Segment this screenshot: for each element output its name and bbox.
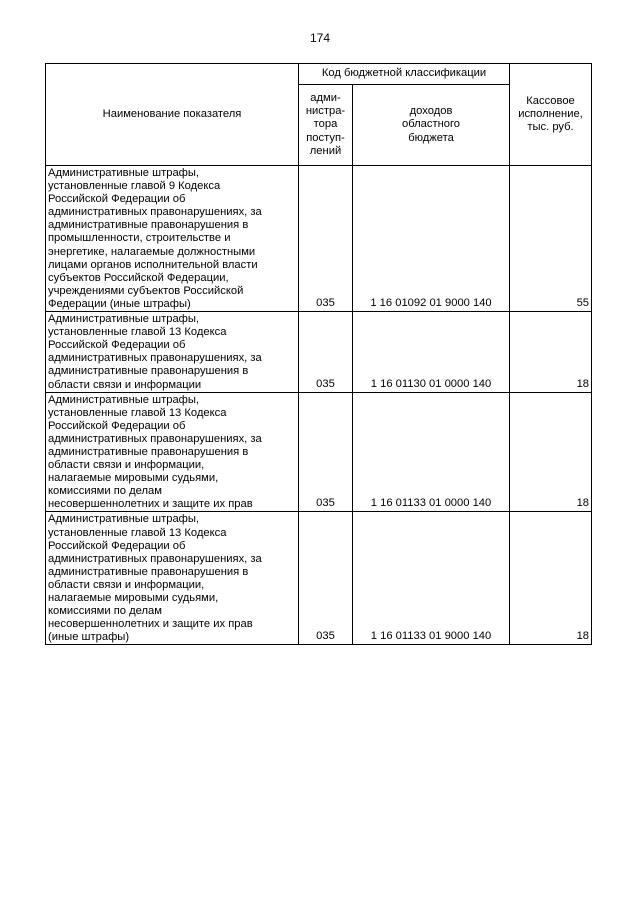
row-budget-code: 1 16 01130 01 0000 140	[353, 312, 510, 393]
row-name: Административные штрафы, установленные главой 13 Кодекса Российской Федерации об административных правонарушениях, за административные правонарушения в области связи и информации, налагаемые мировыми судьями, комиссиями по делам несовершеннолетних и защите их прав	[46, 392, 299, 512]
header-cash-execution	[510, 64, 592, 166]
header-budget-code-group: Код бюджетной классификации	[299, 64, 510, 85]
header-admin-label: адми- нистра- тора поступ- лений	[305, 92, 346, 157]
header-admin	[299, 85, 353, 166]
table-row	[46, 166, 592, 312]
row-budget-code: 1 16 01133 01 0000 140	[353, 392, 510, 512]
header-revenue	[353, 85, 510, 166]
header-revenue-label: доходов областного бюджета	[401, 105, 461, 144]
row-name: Административные штрафы, установленные главой 9 Кодекса Российской Федерации об административных правонарушениях, за административные правонарушения в промышленности, строительстве и энергетике, налагаемые должностными лицами органов исполнительной власти субъектов Российской Федерации, учреждениями субъектов Российской Федерации (иные штрафы)	[46, 166, 299, 312]
row-admin-code: 035	[299, 312, 353, 393]
budget-table	[45, 63, 592, 645]
page-number: 174	[309, 31, 331, 45]
header-indicator-name: Наименование показателя	[46, 64, 299, 166]
row-cash-sum: 18	[510, 392, 592, 512]
table-row	[46, 312, 592, 393]
row-budget-code: 1 16 01092 01 9000 140	[353, 166, 510, 312]
row-admin-code: 035	[299, 512, 353, 645]
table-row	[46, 512, 592, 645]
table-row	[46, 392, 592, 512]
row-cash-sum: 18	[510, 512, 592, 645]
row-cash-sum: 55	[510, 166, 592, 312]
row-admin-code: 035	[299, 392, 353, 512]
row-admin-code: 035	[299, 166, 353, 312]
row-name: Административные штрафы, установленные главой 13 Кодекса Российской Федерации об административных правонарушениях, за административные правонарушения в области связи и информации	[46, 312, 299, 393]
header-cash-execution-label: Кассовое исполнение, тыс. руб.	[518, 94, 583, 134]
row-cash-sum: 18	[510, 312, 592, 393]
row-name: Административные штрафы, установленные главой 13 Кодекса Российской Федерации об административных правонарушениях, за административные правонарушения в области связи и информации, налагаемые мировыми судьями, комиссиями по делам несовершеннолетних и защите их прав (иные штрафы)	[46, 512, 299, 645]
row-budget-code: 1 16 01133 01 9000 140	[353, 512, 510, 645]
